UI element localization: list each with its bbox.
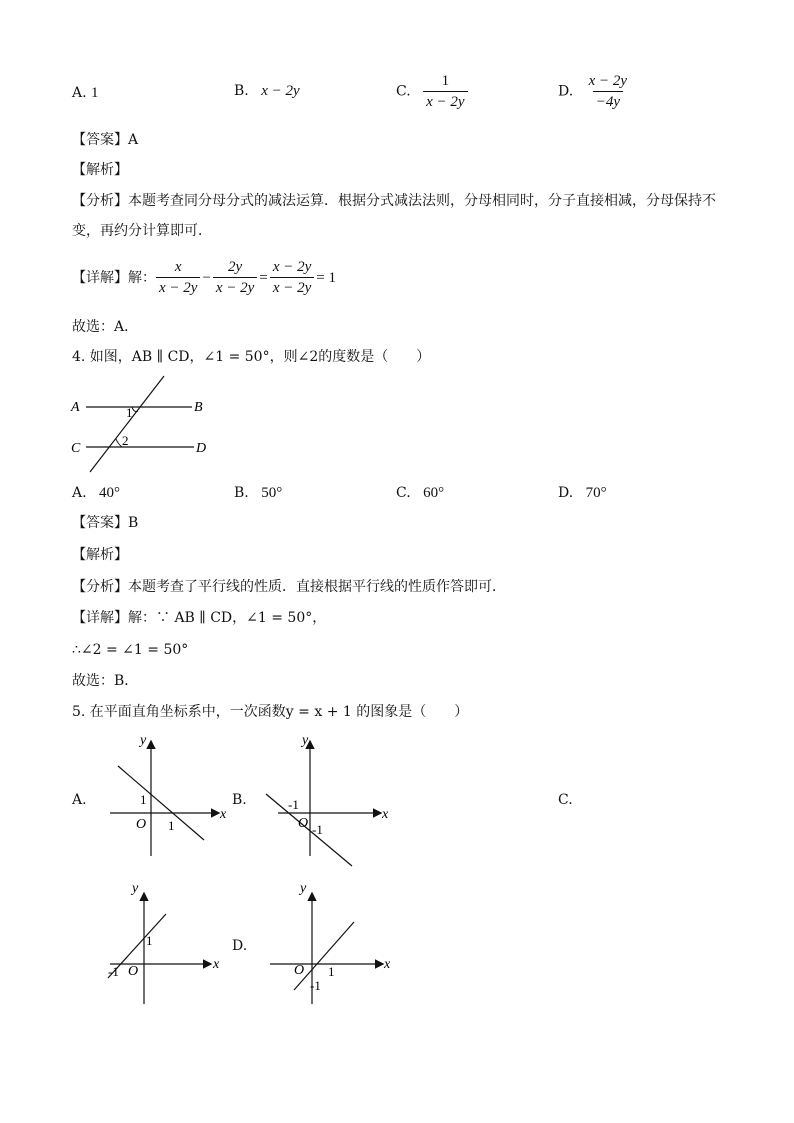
q3-answer: 【答案】A	[72, 132, 139, 148]
label-b: B	[194, 400, 203, 415]
q3-choice: 故选：A．	[72, 319, 139, 335]
fraction	[423, 72, 467, 111]
y-axis-label: y	[302, 733, 309, 748]
q4-detail-1: 【详解】解：∵ AB ∥ CD，∠1 = 50°，	[72, 610, 327, 626]
option-value: 70°	[585, 485, 607, 501]
x-axis-label: x	[220, 807, 227, 822]
q4-option-a	[72, 484, 120, 502]
q3-option-c	[396, 72, 468, 111]
numerator: x − 2y	[588, 73, 628, 89]
y-intercept-label: -1	[310, 978, 321, 993]
result: = 1	[316, 269, 336, 286]
graph-option-b	[260, 730, 400, 870]
option-label: A.	[72, 85, 87, 101]
fraction	[156, 258, 200, 297]
x-intercept-label: 1	[168, 818, 175, 833]
y-axis-label: y	[132, 881, 139, 896]
denominator: x − 2y	[270, 277, 314, 297]
origin-label: O	[136, 817, 147, 832]
x-axis-label: x	[384, 957, 391, 972]
numerator: 2y	[228, 259, 243, 275]
fraction	[270, 258, 314, 297]
q4-option-d	[558, 484, 607, 502]
q3-option-a	[72, 84, 99, 102]
q4-option-c	[396, 484, 444, 502]
function-line	[266, 794, 352, 866]
transversal	[90, 376, 164, 472]
q5-stem: 5. 在平面直角坐标系中，一次函数y = x + 1 的图象是（ ）	[72, 704, 469, 720]
denominator: x − 2y	[213, 277, 257, 297]
option-label: D.	[558, 485, 574, 501]
option-label: B.	[234, 83, 249, 99]
origin-label: O	[294, 963, 305, 978]
q5-option-label-d: D.	[232, 938, 248, 954]
q5-option-label-c: C.	[558, 792, 573, 808]
q3-analysis-line1: 【分析】本题考查同分母分式的减法运算．根据分式减法法则，分母相同时，分子直接相减，分母保持不	[72, 193, 716, 209]
numerator: 1	[441, 73, 450, 89]
label-d: D	[196, 441, 207, 456]
q4-detail-2: ∴∠2 = ∠1 = 50°	[72, 642, 189, 658]
angle-2-label: 2	[122, 433, 129, 448]
q5-option-label-a: A.	[72, 792, 87, 808]
function-line	[118, 766, 204, 840]
numerator: x	[174, 259, 182, 275]
x-intercept-label: -1	[288, 797, 299, 812]
y-axis-label: y	[300, 881, 307, 896]
q4-choice: 故选：B．	[72, 673, 139, 689]
x-axis-label: x	[213, 957, 220, 972]
label-c: C	[71, 441, 81, 456]
fraction	[586, 72, 630, 111]
numerator: x − 2y	[272, 259, 312, 275]
q4-analysis-heading: 【解析】	[72, 547, 128, 563]
option-value: 1	[91, 85, 99, 101]
minus-sign: −	[202, 269, 211, 286]
option-value: x − 2y	[261, 83, 300, 99]
q3-detail	[72, 258, 336, 297]
x-intercept-label: -1	[108, 964, 119, 979]
x-axis-label: x	[382, 807, 389, 822]
function-line	[294, 922, 354, 990]
graph-option-d	[262, 876, 402, 1006]
option-value: 60°	[423, 485, 445, 501]
option-value: 40°	[99, 485, 121, 501]
denominator: −4y	[593, 91, 623, 111]
label-a: A	[71, 400, 80, 415]
y-axis-label: y	[140, 733, 147, 748]
option-label: B.	[234, 485, 249, 501]
q4-stem: 4. 如图，AB ∥ CD，∠1 = 50°，则∠2的度数是（ ）	[72, 349, 431, 365]
q5-option-label-b: B.	[232, 792, 247, 808]
q4-option-b	[234, 484, 282, 502]
y-intercept-label: 1	[146, 933, 153, 948]
detail-prefix: 【详解】解：	[72, 269, 156, 286]
q3-option-b	[234, 82, 300, 100]
y-intercept-label: -1	[312, 822, 323, 837]
q3-option-d	[558, 72, 630, 111]
fraction	[213, 258, 257, 297]
q4-analysis: 【分析】本题考查了平行线的性质．直接根据平行线的性质作答即可．	[72, 579, 506, 595]
origin-label: O	[128, 964, 139, 979]
graph-option-a	[100, 730, 240, 860]
q4-answer: 【答案】B	[72, 515, 139, 531]
origin-label: O	[298, 816, 309, 831]
option-label: A.	[72, 485, 87, 501]
equals-sign: =	[259, 269, 268, 286]
x-intercept-label: 1	[328, 964, 335, 979]
option-label: D.	[558, 83, 574, 100]
denominator: x − 2y	[156, 277, 200, 297]
angle-1-label: 1	[126, 405, 133, 420]
graph-option-c	[100, 876, 240, 1006]
option-value: 50°	[261, 485, 283, 501]
denominator: x − 2y	[423, 91, 467, 111]
option-label: C.	[396, 485, 411, 501]
y-intercept-label: 1	[140, 792, 147, 807]
q3-analysis-line2: 变，再约分计算即可．	[72, 223, 212, 239]
q3-analysis-heading: 【解析】	[72, 162, 128, 178]
option-label: C.	[396, 83, 411, 100]
parallel-lines-figure	[66, 374, 226, 478]
